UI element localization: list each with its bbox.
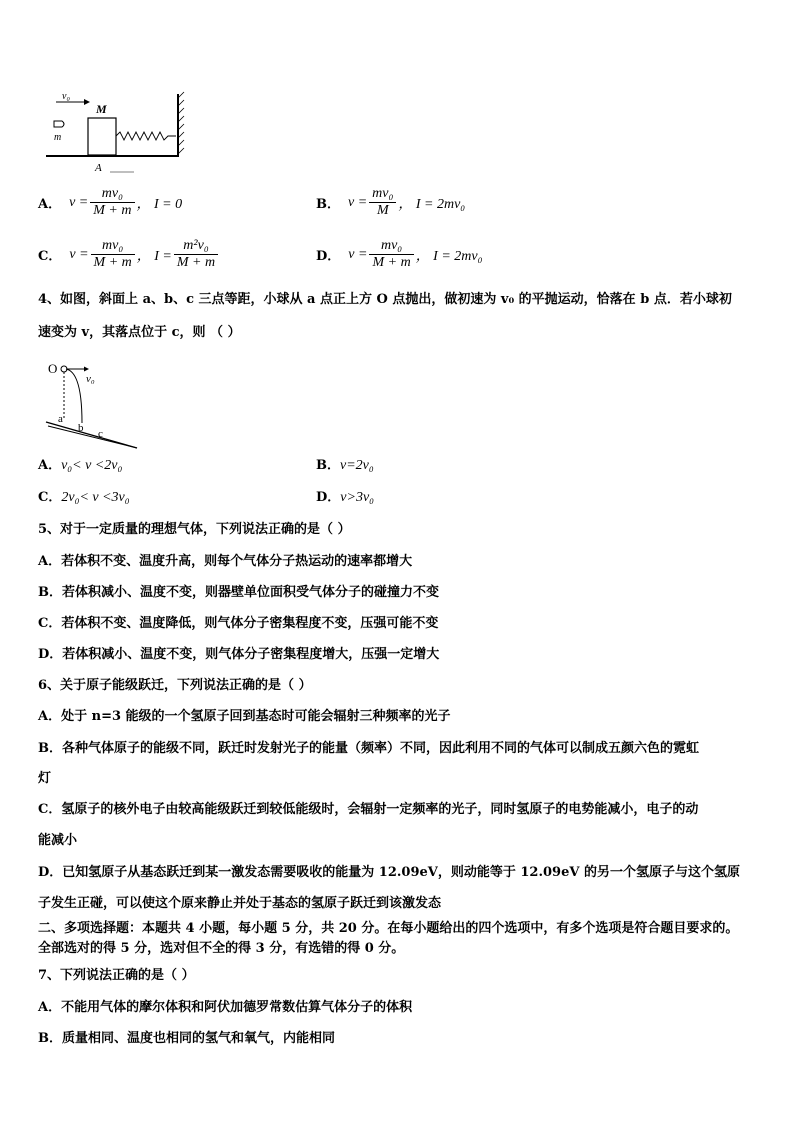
q6-option-a[interactable]: A．处于 n=3 能级的一个氢原子回到基态时可能会辐射三种频率的光子 (38, 709, 451, 724)
q3-option-c[interactable]: C． v = $\frac{\text{mv₀}}{M + m}$ ， I = $\frac{\text{m²v₀}}{M + m}$ (38, 238, 220, 271)
fraction: $\frac{\text{mv₀}}{M}$ (369, 186, 396, 219)
q4-option-b[interactable]: B．v=2v₀ (316, 458, 374, 473)
q6-option-c-line2[interactable]: 能减小 (38, 833, 78, 848)
q4-stem-line1: 4、如图，斜面上 a、b、c 三点等距，小球从 a 点正上方 O 点抛出，做初速为 v₀ 的平抛运动，恰落在 b 点．若小球初 (38, 292, 732, 307)
q6-option-c-line1[interactable]: C．氢原子的核外电子由较高能级跃迁到较低能级时，会辐射一定频率的光子，同时氢原子的电势能减小，电子的动 (38, 802, 699, 817)
q4-option-c[interactable]: C．2v₀< v <3v₀ (38, 490, 130, 505)
q3-option-a[interactable]: A． v = $\frac{\text{mv₀}}{M + m}$ ， I = 0 (38, 186, 183, 218)
q5-stem: 5、对于一定质量的理想气体，下列说法正确的是（ ） (38, 522, 351, 537)
q6-option-d-line2[interactable]: 子发生正碰，可以使这个原来静止并处于基态的氢原子跃迁到该激发态 (38, 896, 442, 911)
fraction: $\frac{\text{m²v₀}}{M + m}$ (174, 238, 218, 271)
q6-stem: 6、关于原子能级跃迁，下列说法正确的是（ ） (38, 678, 312, 693)
section2-line1: 二、多项选择题：本题共 4 小题，每小题 5 分，共 20 分。在每小题给出的四个选项中，有多个选项是符合题目要求的。 (38, 921, 739, 936)
fraction: $\frac{\text{mv₀}}{M + m}$ (369, 238, 413, 271)
q5-option-b[interactable]: B．若体积减小、温度不变，则器壁单位面积受气体分子的碰撞力不变 (38, 585, 439, 600)
point-a-label: a (58, 413, 63, 425)
point-A-label: A (95, 162, 102, 174)
q3-option-b[interactable]: B． v = $\frac{\text{mv₀}}{M}$ ， I = 2mv₀ (316, 186, 466, 218)
q5-option-d[interactable]: D．若体积减小、温度不变，则气体分子密集程度增大，压强一定增大 (38, 647, 440, 662)
fraction: $\frac{\text{mv₀}}{M + m}$ (90, 186, 134, 219)
figure-projectile-incline (44, 360, 144, 452)
q4-stem-line2: 速变为 v，其落点位于 c，则 （ ） (38, 325, 241, 340)
q3-option-d[interactable]: D． v = $\frac{\text{mv₀}}{M + m}$ ， I = 2mv₀ (316, 238, 483, 270)
point-O-label: O (48, 361, 58, 376)
q7-option-a[interactable]: A．不能用气体的摩尔体积和阿伏加德罗常数估算气体分子的体积 (38, 1000, 413, 1015)
figure-block-spring (38, 88, 188, 176)
v0-arrow-label: v₀ (86, 373, 95, 385)
q6-option-d-line1[interactable]: D．已知氢原子从基态跃迁到某一激发态需要吸收的能量为 12.09eV，则动能等于 12.09eV 的另一个氢原子与这个氢原 (38, 865, 740, 880)
q4-option-a[interactable]: A．v₀< v <2v₀ (38, 458, 123, 473)
point-c-label: c (98, 428, 103, 440)
q5-option-c[interactable]: C．若体积不变、温度降低，则气体分子密集程度不变，压强可能不变 (38, 616, 439, 631)
v0-label: v₀ (62, 91, 70, 102)
mass-M-label: M (96, 102, 107, 116)
q6-option-b-line1[interactable]: B．各种气体原子的能级不同，跃迁时发射光子的能量（频率）不同，因此利用不同的气体可以制成五颜六色的霓虹 (38, 741, 699, 756)
section2-line2: 全部选对的得 5 分，选对但不全的得 3 分，有选错的得 0 分。 (38, 941, 405, 956)
fraction: $\frac{\text{mv₀}}{M + m}$ (91, 238, 135, 271)
point-b-label: b (78, 422, 84, 434)
q7-stem: 7、下列说法正确的是（ ） (38, 968, 195, 983)
q5-option-a[interactable]: A．若体积不变、温度升高，则每个气体分子热运动的速率都增大 (38, 554, 413, 569)
mass-m-label: m (54, 132, 62, 143)
q7-option-b[interactable]: B．质量相同、温度也相同的氢气和氧气，内能相同 (38, 1031, 335, 1046)
q4-option-d[interactable]: D．v>3v₀ (316, 490, 375, 505)
q6-option-b-line2[interactable]: 灯 (38, 771, 52, 786)
